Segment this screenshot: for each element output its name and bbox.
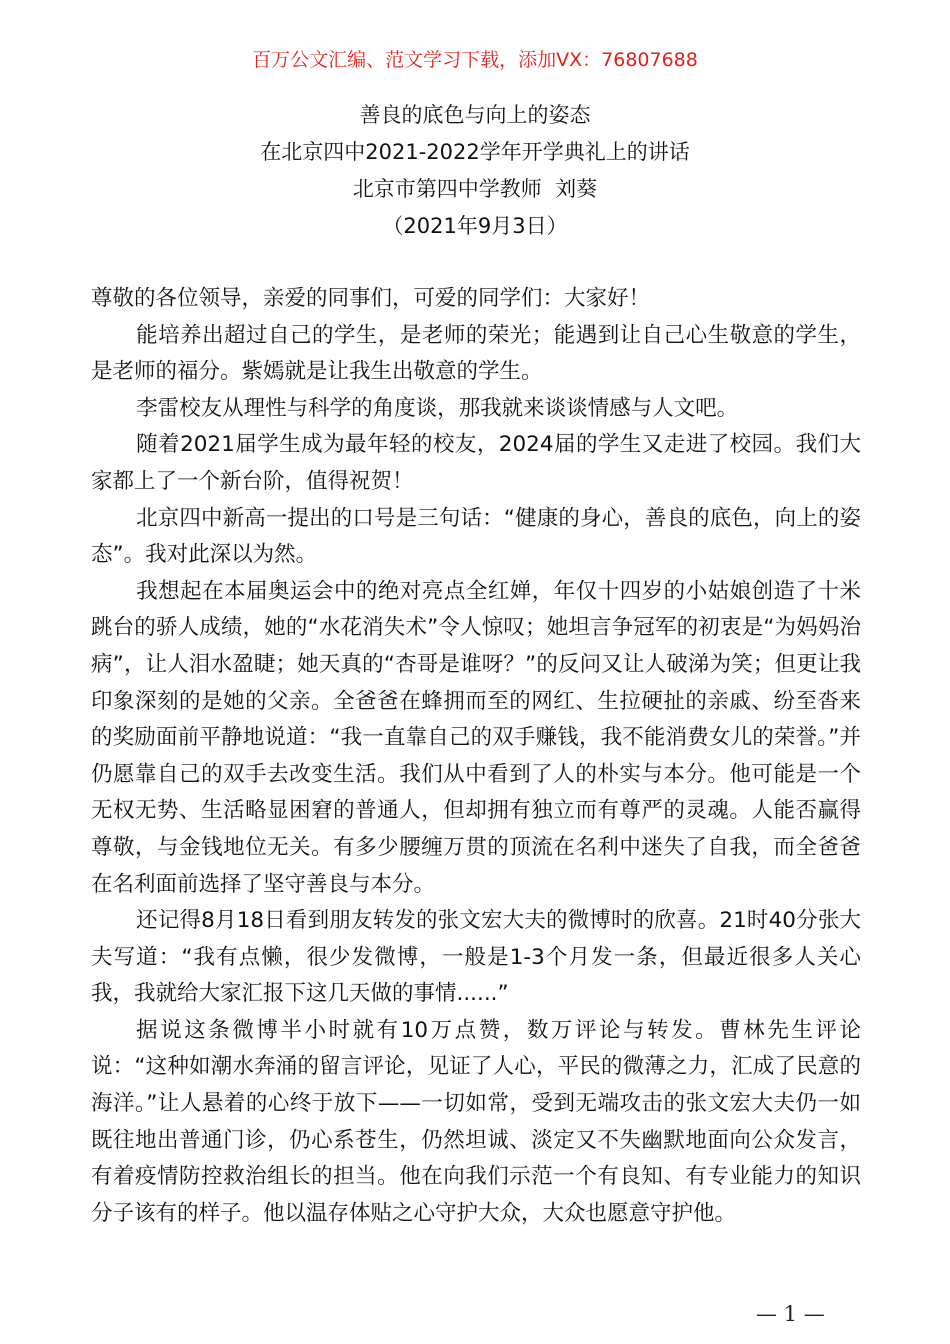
page-number: — 1 — [756, 1302, 825, 1326]
document-date: （2021年9月3日） [382, 214, 568, 238]
body-paragraph: 我想起在本届奥运会中的绝对亮点全红婵，年仅十四岁的小姑娘创造了十米跳台的骄人成绩，她的“水花消失术”令人惊叹；她坦言争冠军的初衷是“为妈妈治病”，让人泪水盈睫；她天真的“杏哥是谁呀？”的反问又让人破涕为笑；但更让我印象深刻的是她的父亲。全爸爸在蜂拥而至的网红、生拉硬扯的亲戚、纷至沓来的奖励面前平静地说道：“我一直靠自己的双手赚钱，我不能消费女儿的荣誉。”并仍愿靠自己的双手去改变生活。我们从中看到了人的朴实与本分。他可能是一个无权无势、生活略显困窘的普通人，但却拥有独立而有尊严的灵魂。人能否赢得尊敬，与金钱地位无关。有多少腰缠万贯的顶流在名利中迷失了自我，而全爸爸在名利面前选择了坚守善良与本分。 [91, 578, 861, 897]
header-banner: 百万公文汇编、范文学习下载，添加VX：76807688 [252, 49, 698, 71]
speech-body [91, 281, 861, 1232]
document-author: 北京市第四中学教师 刘葵 [352, 177, 598, 201]
body-paragraph: 北京四中新高一提出的口号是三句话：“健康的身心，善良的底色，向上的姿态”。我对此深以为然。 [91, 505, 861, 568]
body-paragraph: 能培养出超过自己的学生，是老师的荣光；能遇到让自己心生敬意的学生，是老师的福分。紫嫣就是让我生出敬意的学生。 [91, 322, 861, 385]
document-title: 善良的底色与向上的姿态 [359, 103, 591, 127]
body-paragraph: 李雷校友从理性与科学的角度谈，那我就来谈谈情感与人文吧。 [136, 395, 739, 421]
document-subtitle: 在北京四中2021-2022学年开学典礼上的讲话 [260, 140, 690, 164]
body-paragraph: 据说这条微博半小时就有10万点赞，数万评论与转发。曹林先生评论说：“这种如潮水奔涌的留言评论，见证了人心，平民的微薄之力，汇成了民意的海洋。”让人悬着的心终于放下——一切如常，受到无端攻击的张文宏大夫仍一如既往地出普通门诊，仍心系苍生，仍然坦诚、淡定又不失幽默地面向公众发言，有着疫情防控救治组长的担当。他在向我们示范一个有良知、有专业能力的知识分子该有的样子。他以温存体贴之心守护大众，大众也愿意守护他。 [91, 1017, 861, 1226]
title-block [0, 97, 950, 245]
body-paragraph: 还记得8月18日看到朋友转发的张文宏大夫的微博时的欣喜。21时40分张大夫写道：“我有点懒，很少发微博，一般是1-3个月发一条，但最近很多人关心我，我就给大家汇报下这几天做的事情......” [91, 908, 861, 1007]
body-paragraph: 随着2021届学生成为最年轻的校友，2024届的学生又走进了校园。我们大家都上了一个新台阶，值得祝贺！ [91, 432, 861, 494]
greeting-paragraph: 尊敬的各位领导，亲爱的同事们，可爱的同学们：大家好！ [91, 286, 651, 311]
